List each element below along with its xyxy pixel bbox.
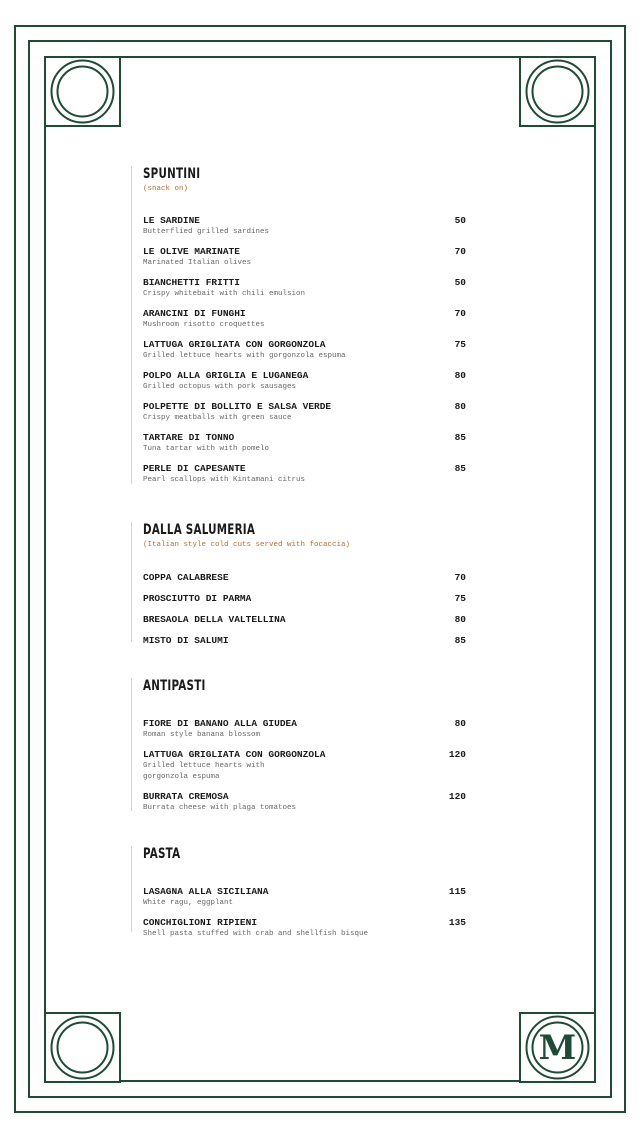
- item-price: 70: [454, 246, 466, 257]
- item-description: Roman style banana blossom: [143, 731, 261, 739]
- item-name: LE SARDINE: [143, 215, 201, 226]
- menu-item: [143, 246, 466, 269]
- item-price: 85: [454, 635, 466, 646]
- item-price: 50: [454, 215, 466, 226]
- item-description: Butterflied grilled sardines: [143, 228, 270, 236]
- section-subtitle: (Italian style cold cuts served with focaccia): [143, 541, 351, 549]
- ring-icon: [46, 1014, 119, 1081]
- section-dalla-salumeria: [131, 522, 471, 646]
- item-description: Tuna tartar with with pomelo: [143, 445, 270, 453]
- section-title: SPUNTINI: [143, 166, 201, 182]
- item-description: Grilled lettuce hearts with gorgonzola espuma: [143, 352, 346, 360]
- item-description: Grilled lettuce hearts with gorgonzola espuma: [143, 762, 265, 781]
- item-description: Burrata cheese with plaga tomatoes: [143, 804, 297, 812]
- section-title: ANTIPASTI: [143, 678, 206, 694]
- item-name: LASAGNA ALLA SICILIANA: [143, 886, 269, 897]
- menu-item: [143, 463, 466, 486]
- menu-item: [143, 593, 466, 605]
- item-name: BRESAOLA DELLA VALTELLINA: [143, 614, 286, 625]
- monogram-letter: M: [538, 1028, 577, 1068]
- ring-icon: [521, 58, 594, 125]
- item-price: 80: [454, 614, 466, 625]
- item-price: 85: [454, 432, 466, 443]
- menu-item: [143, 277, 466, 300]
- menu-item: [143, 749, 466, 783]
- section-subtitle: (snack on): [143, 185, 189, 193]
- menu-item: [143, 614, 466, 626]
- item-name: MISTO DI SALUMI: [143, 635, 229, 646]
- corner-ring-top-right: [519, 56, 596, 127]
- section-pasta: [131, 846, 471, 938]
- item-name: COPPA CALABRESE: [143, 572, 229, 583]
- corner-monogram-logo: [519, 1012, 596, 1083]
- item-name: LATTUGA GRIGLIATA CON GORGONZOLA: [143, 749, 326, 760]
- menu-item: [143, 308, 466, 331]
- menu-item: [143, 886, 466, 909]
- item-price: 75: [454, 339, 466, 350]
- menu-item: [143, 635, 466, 647]
- section-spuntini: [131, 166, 471, 484]
- item-price: 120: [448, 791, 466, 802]
- corner-ring-bottom-left: [44, 1012, 121, 1083]
- menu-item: [143, 370, 466, 393]
- section-title: PASTA: [143, 846, 181, 862]
- item-price: 50: [454, 277, 466, 288]
- item-description: Crispy meatballs with green sauce: [143, 414, 292, 422]
- item-price: 80: [454, 718, 466, 729]
- item-name: BIANCHETTI FRITTI: [143, 277, 240, 288]
- item-name: TARTARE DI TONNO: [143, 432, 235, 443]
- item-name: PERLE DI CAPESANTE: [143, 463, 246, 474]
- item-description: Marinated Italian olives: [143, 259, 252, 267]
- section-title: DALLA SALUMERIA: [143, 522, 256, 538]
- menu-item: [143, 339, 466, 362]
- item-name: CONCHIGLIONI RIPIENI: [143, 917, 258, 928]
- item-description: White ragu, eggplant: [143, 899, 234, 907]
- item-name: POLPETTE DI BOLLITO E SALSA VERDE: [143, 401, 332, 412]
- item-description: Crispy whitebait with chili emulsion: [143, 290, 306, 298]
- item-price: 120: [448, 749, 466, 760]
- item-name: POLPO ALLA GRIGLIA E LUGANEGA: [143, 370, 309, 381]
- item-name: FIORE DI BANANO ALLA GIUDEA: [143, 718, 297, 729]
- item-description: Pearl scallops with Kintamani citrus: [143, 476, 306, 484]
- menu-item: [143, 718, 466, 741]
- item-name: BURRATA CREMOSA: [143, 791, 229, 802]
- menu-item: [143, 917, 466, 940]
- section-antipasti: [131, 678, 471, 811]
- item-description: Mushroom risotto croquettes: [143, 321, 265, 329]
- item-name: ARANCINI DI FUNGHI: [143, 308, 246, 319]
- item-name: LE OLIVE MARINATE: [143, 246, 240, 257]
- item-description: Grilled octopus with pork sausages: [143, 383, 297, 391]
- item-price: 85: [454, 463, 466, 474]
- corner-ring-top-left: [44, 56, 121, 127]
- menu-item: [143, 401, 466, 424]
- menu-item: [143, 572, 466, 584]
- menu-item: [143, 432, 466, 455]
- item-price: 70: [454, 308, 466, 319]
- item-description: Shell pasta stuffed with crab and shellfish bisque: [143, 930, 369, 938]
- ring-icon: [46, 58, 119, 125]
- item-price: 135: [448, 917, 466, 928]
- item-price: 80: [454, 401, 466, 412]
- item-name: PROSCIUTTO DI PARMA: [143, 593, 252, 604]
- item-price: 70: [454, 572, 466, 583]
- monogram-logo-icon: [521, 1014, 594, 1081]
- item-price: 75: [454, 593, 466, 604]
- item-price: 115: [448, 886, 466, 897]
- menu-item: [143, 215, 466, 238]
- menu-item: [143, 791, 466, 814]
- item-name: LATTUGA GRIGLIATA CON GORGONZOLA: [143, 339, 326, 350]
- item-price: 80: [454, 370, 466, 381]
